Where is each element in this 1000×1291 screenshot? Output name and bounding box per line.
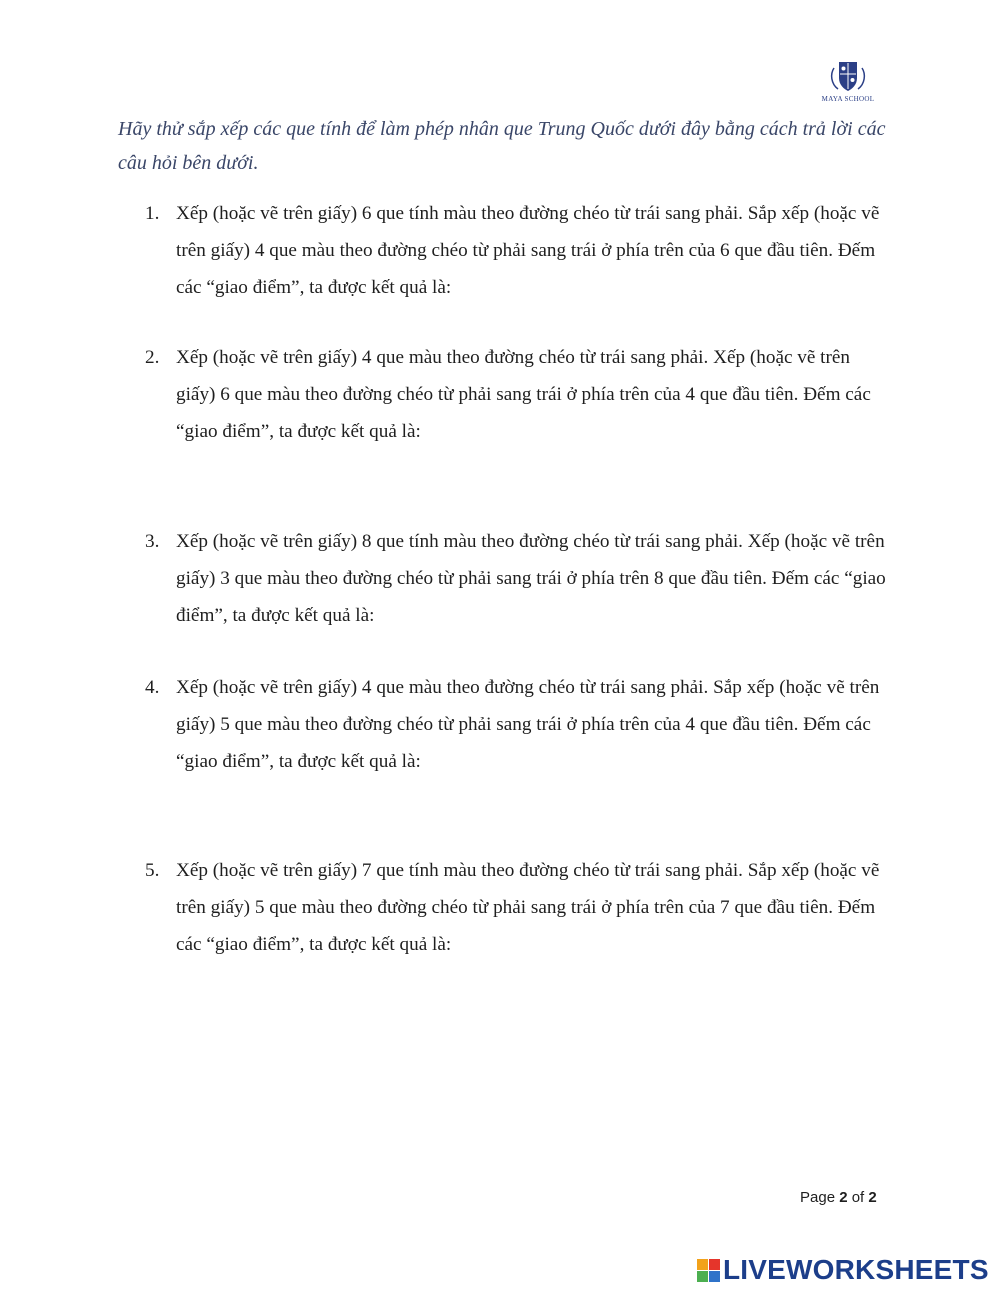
question-3 — [145, 523, 890, 634]
question-text: Xếp (hoặc vẽ trên giấy) 4 que màu theo đường chéo từ trái sang phải. Sắp xếp (hoặc vẽ trên giấy) 5 que màu theo đường chéo từ phải sang trái ở phía trên của 4 que đầu tiên. Đếm các “giao điểm”, ta được kết quả là: — [176, 677, 880, 772]
intro-instruction: Hãy thử sắp xếp các que tính để làm phép nhân que Trung Quốc dưới đây bằng cách trả lời các câu hỏi bên dưới. — [118, 118, 886, 174]
question-text: Xếp (hoặc vẽ trên giấy) 7 que tính màu theo đường chéo từ trái sang phải. Sắp xếp (hoặc vẽ trên giấy) 5 que màu theo đường chéo từ phải sang trái ở phía trên của 7 que đầu tiên. Đếm các “giao điểm”, ta được kết quả là: — [176, 860, 880, 955]
question-1 — [145, 195, 890, 306]
page-separator: of — [847, 1189, 869, 1206]
question-text: Xếp (hoặc vẽ trên giấy) 6 que tính màu theo đường chéo từ trái sang phải. Sắp xếp (hoặc vẽ trên giấy) 4 que màu theo đường chéo từ phải sang trái ở phía trên của 6 que đầu tiên. Đếm các “giao điểm”, ta được kết quả là: — [176, 203, 880, 298]
liveworksheets-blocks-icon — [697, 1259, 720, 1282]
question-number: 3. — [145, 531, 160, 552]
page-number — [800, 1189, 877, 1206]
page-total: 2 — [868, 1189, 877, 1206]
question-text: Xếp (hoặc vẽ trên giấy) 4 que màu theo đường chéo từ trái sang phải. Xếp (hoặc vẽ trên giấy) 6 que màu theo đường chéo từ phải sang trái ở phía trên của 4 que đầu tiên. Đếm các “giao điểm”, ta được kết quả là: — [176, 347, 871, 442]
question-5 — [145, 852, 890, 963]
liveworksheets-brand — [697, 1253, 989, 1287]
page-prefix: Page — [800, 1189, 840, 1206]
question-number: 1. — [145, 203, 160, 224]
crest-icon — [828, 58, 868, 94]
question-number: 4. — [145, 677, 160, 698]
page-current: 2 — [839, 1189, 848, 1206]
question-number: 5. — [145, 860, 160, 881]
question-number: 2. — [145, 347, 160, 368]
question-text: Xếp (hoặc vẽ trên giấy) 8 que tính màu theo đường chéo từ trái sang phải. Xếp (hoặc vẽ trên giấy) 3 que màu theo đường chéo từ phải sang trái ở phía trên 8 que đầu tiên. Đếm các “giao điểm”, ta được kết quả là: — [176, 531, 886, 626]
question-4 — [145, 669, 890, 780]
school-logo — [814, 58, 882, 114]
brand-name: LIVEWORKSHEETS — [723, 1254, 989, 1285]
question-2 — [145, 339, 890, 450]
logo-caption: MAYA SCHOOL — [821, 95, 875, 103]
